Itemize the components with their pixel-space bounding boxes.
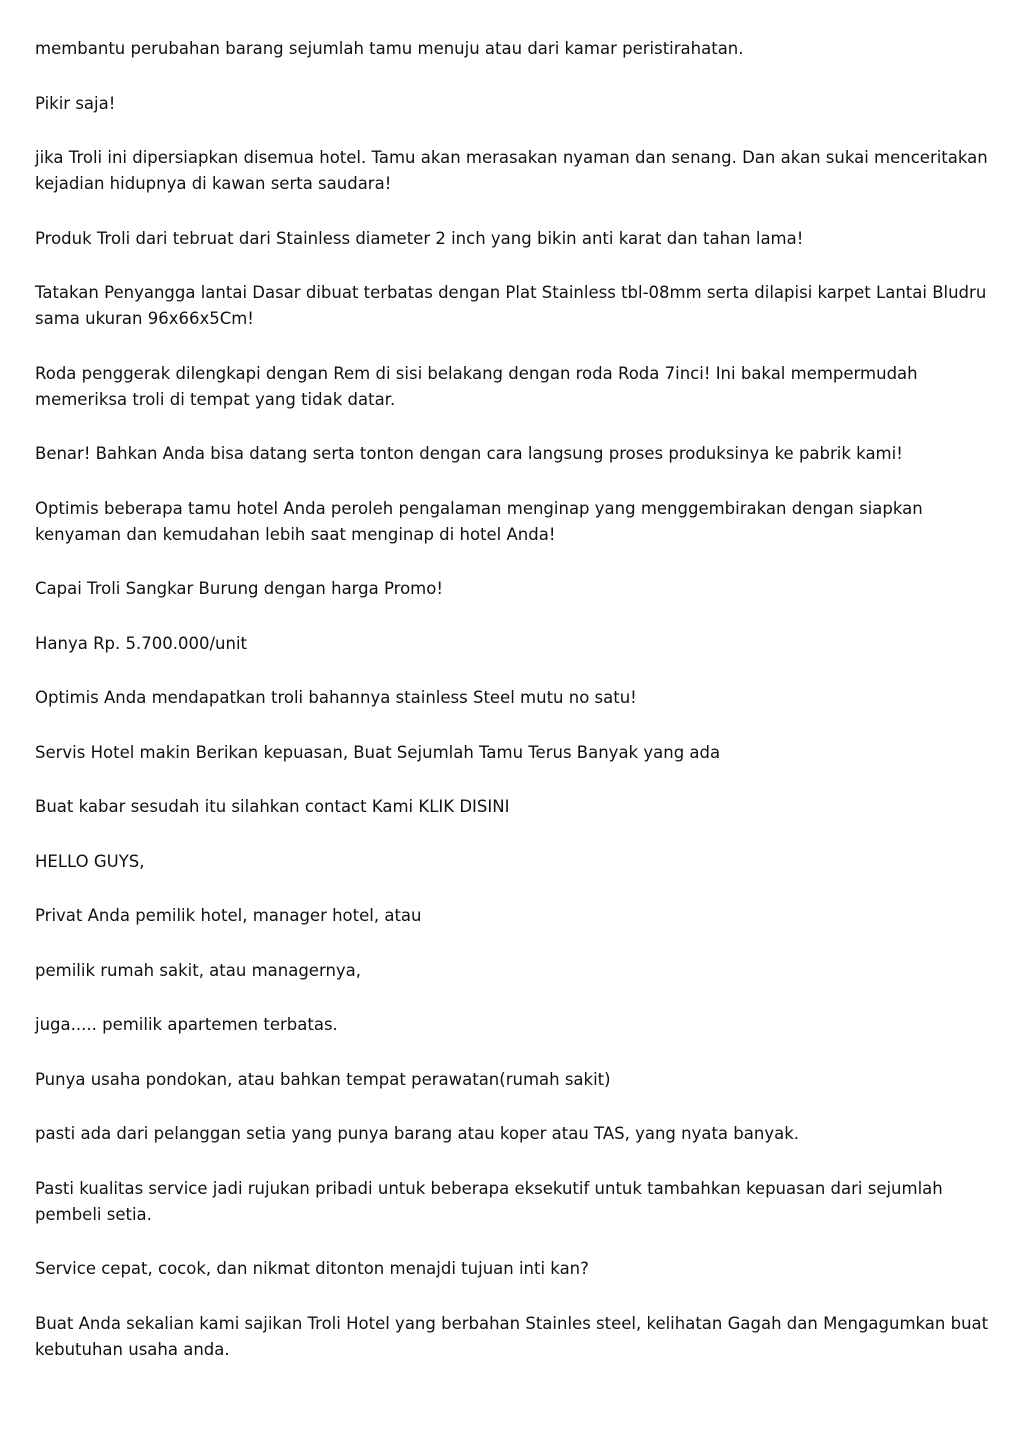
- paragraph-pelanggan-setia: pasti ada dari pelanggan setia yang punya barang atau koper atau TAS, yang nyata banyak.: [35, 1124, 800, 1143]
- paragraph-pemilik-apartemen: juga..... pemilik apartemen terbatas.: [35, 1015, 338, 1034]
- paragraph-servis-hotel: Servis Hotel makin Berikan kepuasan, Buat Sejumlah Tamu Terus Banyak yang ada: [35, 742, 721, 762]
- paragraph-tatakan-penyangga: Tatakan Penyangga lantai Dasar dibuat terbatas dengan Plat Stainless tbl-08mm serta dilapisi karpet Lantai Bludru sama ukuran 96x66x5Cm!: [35, 283, 987, 328]
- paragraph-optimis-tamu-hotel: Optimis beberapa tamu hotel Anda peroleh pengalaman menginap yang menggembirakan dengan siapkan kenyaman dan kemudahan lebih saat menginap di hotel Anda!: [35, 498, 923, 544]
- paragraph-hello-guys: HELLO GUYS,: [35, 851, 145, 871]
- paragraph-troli-hotel-stainless: Buat Anda sekalian kami sajikan Troli Hotel yang berbahan Stainles steel, kelihatan Gagah dan Mengagumkan buat kebutuhan usaha anda.: [35, 1313, 989, 1359]
- paragraph-optimis-stainless: Optimis Anda mendapatkan troli bahannya stainless Steel mutu no satu!: [35, 688, 637, 707]
- document-body: [35, 36, 995, 1391]
- paragraph-pikir-saja: Pikir saja!: [35, 93, 116, 113]
- paragraph-troli-disemua-hotel: jika Troli ini dipersiapkan disemua hotel. Tamu akan merasakan nyaman dan senang. Dan akan sukai menceritakan kejadian hidupnya di kawan serta saudara!: [35, 148, 988, 193]
- paragraph-usaha-pondokan: Punya usaha pondokan, atau bahkan tempat perawatan(rumah sakit): [35, 1069, 611, 1089]
- paragraph-contact-klik-disini: Buat kabar sesudah itu silahkan contact Kami KLIK DISINI: [35, 797, 510, 816]
- paragraph-price: Hanya Rp. 5.700.000/unit: [35, 633, 248, 653]
- paragraph-service-cepat: Service cepat, cocok, dan nikmat ditonton menajdi tujuan inti kan?: [35, 1259, 589, 1278]
- paragraph-capai-troli: Capai Troli Sangkar Burung dengan harga Promo!: [35, 579, 443, 598]
- paragraph-roda-penggerak: Roda penggerak dilengkapi dengan Rem di sisi belakang dengan roda Roda 7inci! Ini bakal mempermudah memeriksa troli di tempat yang tidak datar.: [35, 363, 918, 409]
- paragraph-benar-bahkan: Benar! Bahkan Anda bisa datang serta tonton dengan cara langsung proses produksinya ke pabrik kami!: [35, 444, 903, 463]
- paragraph-kualitas-service: Pasti kualitas service jadi rujukan pribadi untuk beberapa eksekutif untuk tambahkan kepuasan dari sejumlah pembeli setia.: [35, 1178, 943, 1224]
- paragraph-intro-continued: membantu perubahan barang sejumlah tamu menuju atau dari kamar peristirahatan.: [35, 39, 744, 58]
- paragraph-pemilik-rumah-sakit: pemilik rumah sakit, atau managernya,: [35, 960, 362, 980]
- paragraph-produk-troli: Produk Troli dari tebruat dari Stainless diameter 2 inch yang bikin anti karat dan tahan lama!: [35, 228, 804, 248]
- paragraph-privat-pemilik-hotel: Privat Anda pemilik hotel, manager hotel, atau: [35, 906, 422, 925]
